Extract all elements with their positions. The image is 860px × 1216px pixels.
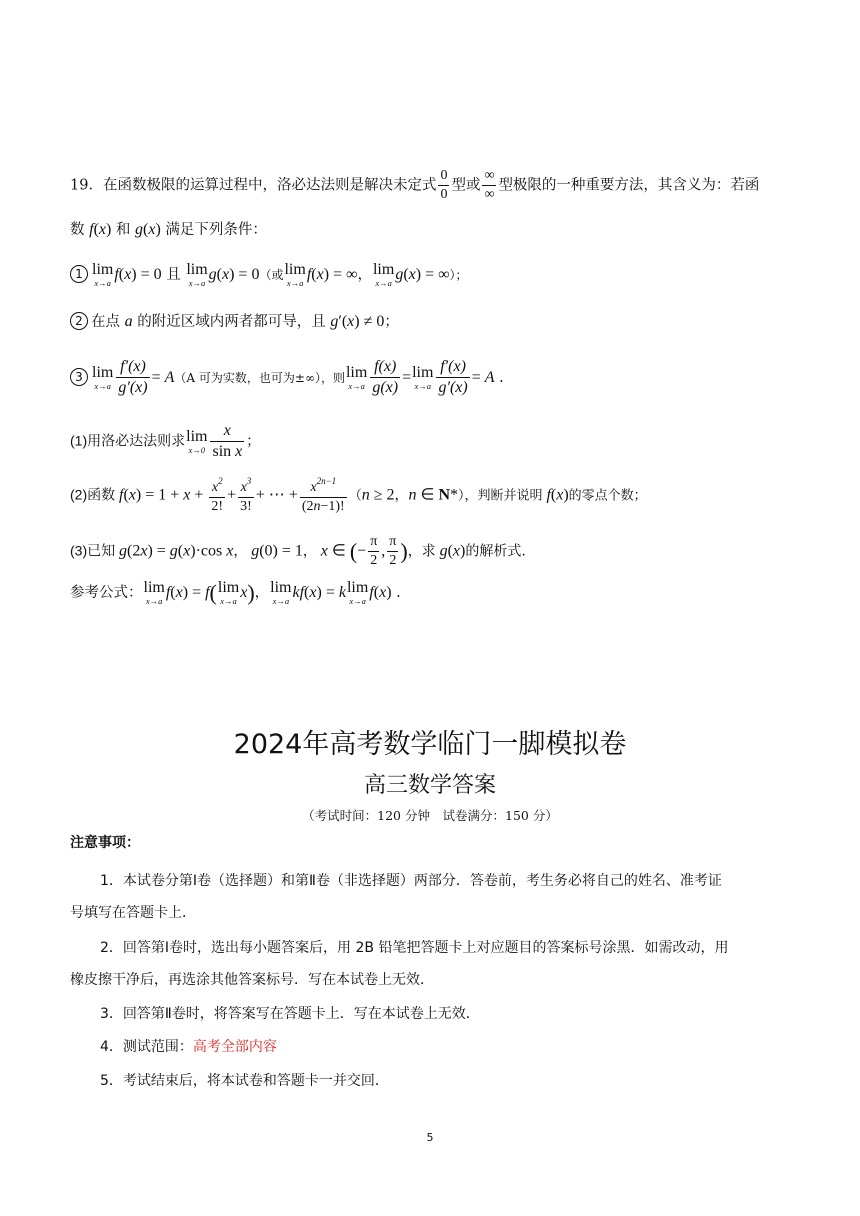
answer-main-title: 2024年高考数学临门一脚模拟卷 [233,729,627,760]
q19-intro-line [70,168,800,203]
q19-condition-2: 2 在点 a 的附近区域内两者都可导，且 g′(x) ≠ 0； [70,312,800,330]
q19-reference-formula: 参考公式： lim x→a f(x) = f( lim x→a x)， lim x→a kf(x) = k lim x→a f(x) . [70,579,401,606]
q19-part-1: (1)用洛必达法则求 lim x→0 $\frac{x}{\text{sin x}}$ ； [70,422,261,461]
notice-2-line-a: 2．回答第Ⅰ卷时，选出每小题答案后，用 2B 铅笔把答题卡上对应题目的答案标号涂黑．如需改动，用 [100,940,729,956]
circled-two-icon: 2 [70,312,88,330]
notice-2-line-b: 橡皮擦干净后，再选涂其他答案标号．写在本试卷上无效． [70,972,434,988]
notice-4-value: 高考全部内容 [192,1039,277,1055]
q19-intro-c: 型极限的一种重要方法，其含义为：若函 [498,177,760,194]
notice-5: 5．考试结束后，将本试卷和答题卡一并交回． [100,1073,389,1089]
q19-condition-1: 1 lim x→a f(x) = 0 且 lim x→a g(x) = 0（或 lim x→a f(x) = ∞， lim x→a g(x) = ∞）； [70,262,800,288]
notice-heading: 注意事项： [70,835,140,851]
answer-subtitle: 高三数学答案 [363,773,496,798]
inf-over-inf-fraction: $\frac{\infty}{\infty}$ [484,168,495,203]
circled-one-icon: 1 [70,265,88,283]
notice-1-line-a: 1．本试卷分第Ⅰ卷（选择题）和第Ⅱ卷（非选择题）两部分．答卷前，考生务必将自己的姓名、准考证 [100,873,722,889]
q19-part-3: (3)已知 g(2x) = g(x)·cos x， g(0) = 1， x ∈ (− $\frac{\pi}{2}$ , $\frac{\pi}{2}$ )，求 g(x)的解析式. [70,534,526,569]
exam-info: （考试时间：120 分钟 试卷满分：150 分） [302,808,558,823]
q19-part-2: (2)函数 f(x) = 1 + x + $\frac{x^2}{2!}$ + $\frac{x^3}{3!}$ + ⋯ + $\frac{x^{2n-1}}{(2n-1)!}$ （n ≥ 2，n ∈ N*），判断并说明 f(x)的零点个数； [70,476,647,515]
q19-intro-a: 19．在函数极限的运算过程中，洛必达法则是解决未定式 [70,177,437,194]
zero-over-zero-fraction: $\frac{0}{0}$ [440,168,448,203]
notice-4-label: 4．测试范围： [100,1039,193,1055]
q19-intro-b: 型或 [451,177,481,194]
notice-1-line-b: 号填写在答题卡上． [70,905,196,921]
circled-three-icon: 3 [70,368,88,386]
q19-functions-line: 数 f(x) 和 g(x) 满足下列条件： [70,221,267,238]
page-number: 5 [426,1131,434,1144]
notice-4 [100,1040,800,1054]
q19-condition-3: 3 lim x→a $\frac{f'(x)}{g'(x)}$ = A（A 可为实数，也可为±∞），则 lim x→a $\frac{f(x)}{g(x)}$ = lim x→a $\frac{f'(x)}{g'(x)}$ = A . [70,358,800,398]
notice-3: 3．回答第Ⅱ卷时，将答案写在答题卡上．写在本试卷上无效． [100,1006,480,1022]
